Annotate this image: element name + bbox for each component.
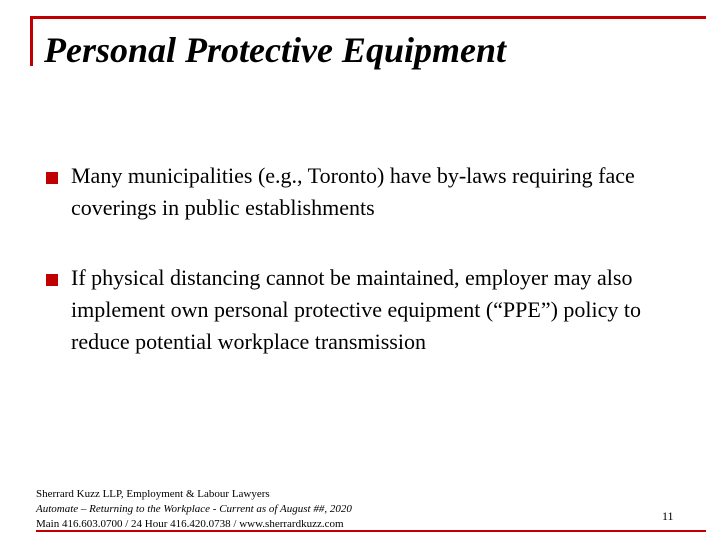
square-bullet-icon	[46, 172, 58, 184]
bullet-item	[46, 262, 686, 358]
footer	[36, 487, 352, 532]
slide-title: Personal Protective Equipment	[44, 30, 506, 70]
footer-firm: Sherrard Kuzz LLP, Employment & Labour Lawyers	[36, 488, 270, 500]
footer-rule	[36, 530, 706, 532]
title-rule-left	[30, 16, 33, 66]
page-number: 11	[662, 509, 674, 523]
bullet-list	[46, 160, 686, 396]
title-rule-top	[30, 16, 706, 19]
footer-contact: Main 416.603.0700 / 24 Hour 416.420.0738 / www.sherrardkuzz.com	[36, 518, 344, 530]
footer-presentation-title: Automate – Returning to the Workplace - Current as of August ##, 2020	[36, 503, 352, 515]
bullet-item	[46, 160, 686, 224]
bullet-text: Many municipalities (e.g., Toronto) have by-laws requiring face coverings in public establishments	[71, 163, 635, 220]
square-bullet-icon	[46, 274, 58, 286]
bullet-text: If physical distancing cannot be maintained, employer may also implement own personal protective equipment (“PPE”) policy to reduce potential workplace transmission	[71, 265, 642, 354]
